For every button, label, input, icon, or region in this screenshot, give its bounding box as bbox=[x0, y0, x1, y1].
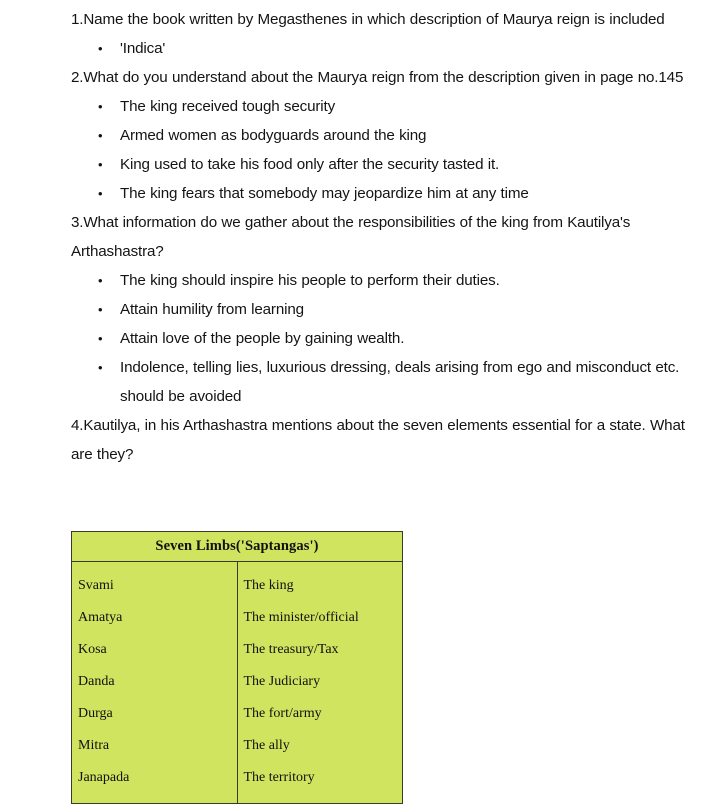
table-term: Amatya bbox=[78, 610, 123, 625]
list-item bbox=[0, 92, 720, 121]
question-text-4: 4.Kautilya, in his Arthashastra mentions about the seven elements essential for a state. What are they? bbox=[71, 417, 685, 463]
saptangas-table-wrapper bbox=[71, 531, 403, 804]
answer-text: The king should inspire his people to perform their duties. bbox=[120, 272, 500, 289]
answer-text: 'Indica' bbox=[120, 40, 166, 57]
bullet-icon: • bbox=[98, 157, 103, 172]
saptangas-table bbox=[71, 531, 403, 804]
bullet-icon: • bbox=[98, 302, 103, 317]
answer-text: Indolence, telling lies, luxurious dressing, deals arising from ego and misconduct etc. should be avoided bbox=[120, 359, 680, 405]
list-item bbox=[0, 295, 720, 324]
answer-text: Attain love of the people by gaining wealth. bbox=[120, 330, 405, 347]
answer-text: Armed women as bodyguards around the king bbox=[120, 127, 427, 144]
table-header-title: Seven Limbs('Saptangas') bbox=[72, 532, 403, 562]
table-meaning: The territory bbox=[243, 770, 315, 785]
qa-block-4 bbox=[0, 411, 720, 469]
table-meaning: The Judiciary bbox=[243, 674, 321, 689]
question-text-3: 3.What information do we gather about the responsibilities of the king from Kautilya's Arthashastra? bbox=[71, 214, 631, 260]
question-text-2: 2.What do you understand about the Maurya reign from the description given in page no.145 bbox=[71, 69, 684, 86]
meaning-list bbox=[238, 562, 403, 803]
list-item bbox=[0, 121, 720, 150]
answer-text: King used to take his food only after the security tasted it. bbox=[120, 156, 500, 173]
list-item bbox=[0, 353, 720, 411]
table-meaning: The ally bbox=[243, 738, 290, 753]
qa-block-3 bbox=[0, 208, 720, 411]
table-term: Danda bbox=[78, 674, 115, 689]
bullet-icon: • bbox=[98, 186, 103, 201]
bullet-icon: • bbox=[98, 331, 103, 346]
list-item bbox=[0, 266, 720, 295]
bullet-icon: • bbox=[98, 99, 103, 114]
table-term: Mitra bbox=[78, 738, 110, 753]
list-item bbox=[0, 150, 720, 179]
table-cell-meanings bbox=[237, 562, 403, 804]
bullet-icon: • bbox=[98, 128, 103, 143]
table-meaning: The king bbox=[243, 578, 294, 593]
table-cell-terms bbox=[72, 562, 238, 804]
term-list bbox=[72, 562, 237, 803]
question-text-1: 1.Name the book written by Megasthenes in which description of Maurya reign is included bbox=[71, 11, 665, 28]
answer-text: Attain humility from learning bbox=[120, 301, 304, 318]
table-header-row bbox=[72, 532, 403, 562]
table-term: Kosa bbox=[78, 642, 107, 657]
answer-text: The king fears that somebody may jeopardize him at any time bbox=[120, 185, 529, 202]
table-term: Durga bbox=[78, 706, 113, 721]
bullet-icon: • bbox=[98, 273, 103, 288]
table-term: Svami bbox=[78, 578, 114, 593]
list-item bbox=[0, 179, 720, 208]
bullet-icon: • bbox=[98, 41, 103, 56]
list-item bbox=[0, 34, 720, 63]
table-meaning: The minister/official bbox=[243, 610, 359, 625]
answer-list-2 bbox=[0, 92, 720, 208]
answer-list-3 bbox=[0, 266, 720, 411]
table-meaning: The fort/army bbox=[243, 706, 322, 721]
bullet-icon: • bbox=[98, 360, 103, 375]
qa-block-1 bbox=[0, 0, 720, 63]
answer-list-1 bbox=[0, 34, 720, 63]
answer-text: The king received tough security bbox=[120, 98, 336, 115]
table-meaning: The treasury/Tax bbox=[243, 642, 339, 657]
list-item bbox=[0, 324, 720, 353]
table-row bbox=[72, 562, 403, 804]
qa-block-2 bbox=[0, 63, 720, 208]
table-term: Janapada bbox=[78, 770, 130, 785]
